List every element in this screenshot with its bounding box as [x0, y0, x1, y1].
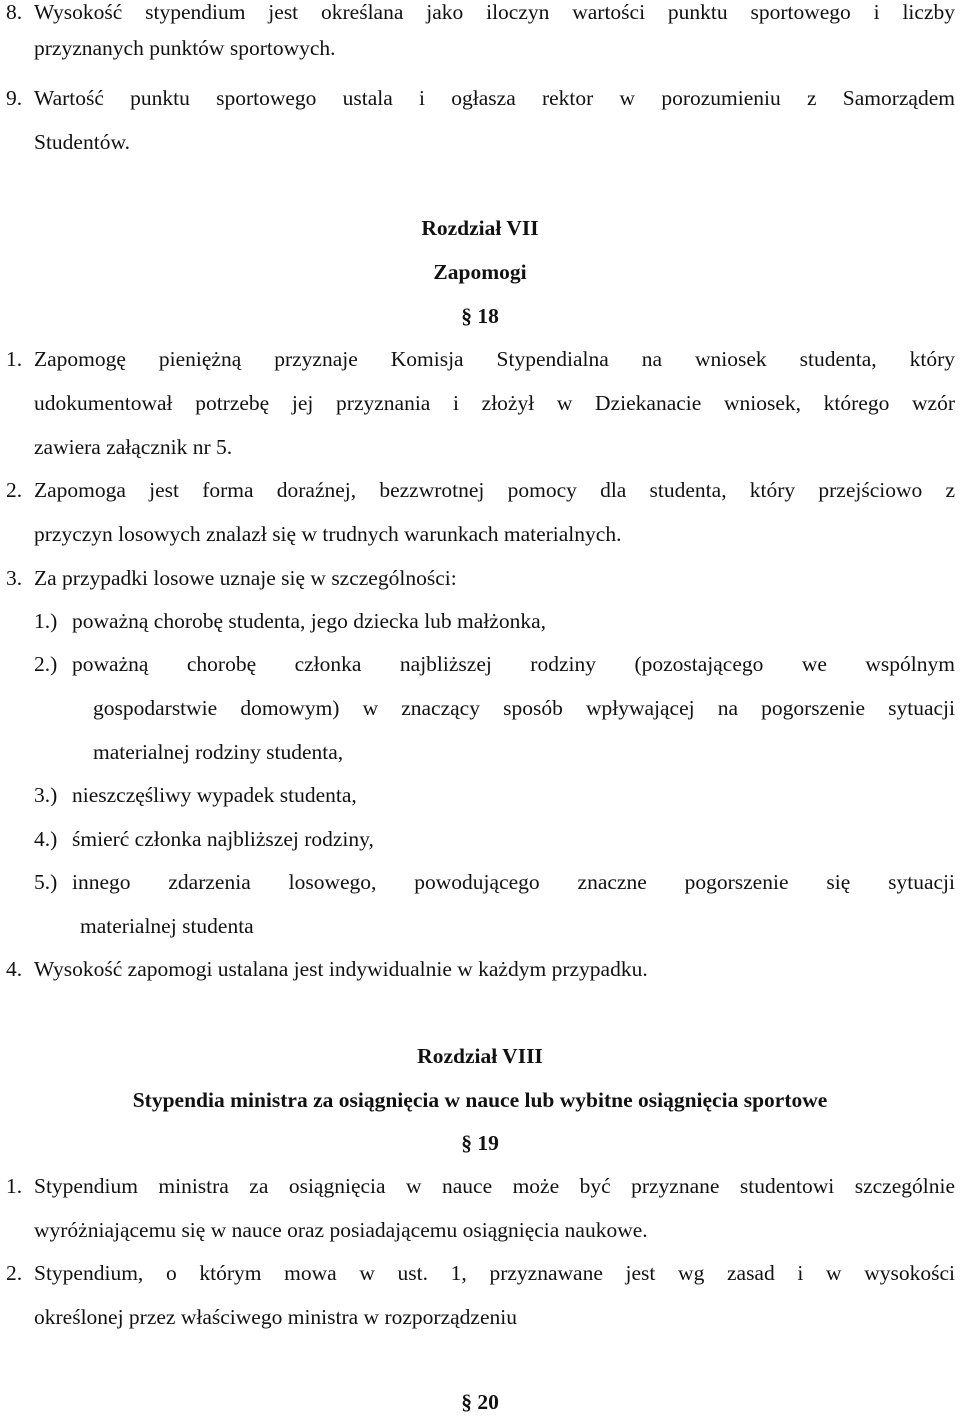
list-item-text: gospodarstwie domowym) w znaczący sposób wpływającej na pogorszenie sytuacji — [93, 696, 955, 720]
paragraph-number: 2. — [6, 1261, 23, 1285]
paragraph-text: Zapomogę pieniężną przyznaje Komisja Stypendialna na wniosek studenta, który — [34, 347, 955, 371]
chapter-heading: Rozdział VII — [421, 216, 539, 240]
section-number: § 20 — [461, 1390, 499, 1414]
list-item-text: poważną chorobę studenta, jego dziecka lub małżonka, — [72, 609, 547, 633]
list-item-number: 1.) — [34, 609, 58, 633]
paragraph-number: 8. — [6, 0, 23, 24]
paragraph-number: 1. — [6, 1174, 23, 1198]
list-item-number: 4.) — [34, 827, 58, 851]
paragraph-number: 3. — [6, 566, 23, 590]
paragraph-text: przyczyn losowych znalazł się w trudnych warunkach materialnych. — [34, 522, 622, 546]
section-number: § 19 — [461, 1131, 499, 1155]
paragraph-number: 2. — [6, 478, 23, 502]
paragraph-text: Wartość punktu sportowego ustala i ogłasza rektor w porozumieniu z Samorządem — [34, 86, 955, 110]
paragraph-text: Stypendium ministra za osiągnięcia w nauce może być przyznane studentowi szczególnie — [34, 1174, 955, 1198]
list-item-number: 5.) — [34, 870, 58, 894]
paragraph-text: przyznanych punktów sportowych. — [34, 36, 336, 60]
paragraph-text: Studentów. — [34, 130, 130, 154]
paragraph-text: udokumentował potrzebę jej przyznania i złożył w Dziekanacie wniosek, którego wzór — [34, 391, 955, 415]
list-item-text: materialnej studenta — [80, 914, 254, 938]
section-number: § 18 — [461, 304, 499, 328]
paragraph-number: 4. — [6, 957, 23, 981]
list-item-text: poważną chorobę członka najbliższej rodziny (pozostającego we wspólnym — [72, 652, 955, 676]
list-item-text: śmierć członka najbliższej rodziny, — [72, 827, 374, 851]
paragraph-text: Wysokość zapomogi ustalana jest indywidualnie w każdym przypadku. — [34, 957, 648, 981]
paragraph-text: wyróżniającemu się w nauce oraz posiadającemu osiągnięcia naukowe. — [34, 1218, 648, 1242]
paragraph-text: zawiera załącznik nr 5. — [34, 435, 233, 459]
paragraph-number: 9. — [6, 86, 23, 110]
list-item-text: innego zdarzenia losowego, powodującego znaczne pogorszenie się sytuacji — [72, 870, 955, 894]
paragraph-text: Stypendium, o którym mowa w ust. 1, przyznawane jest wg zasad i w wysokości — [34, 1261, 955, 1285]
list-item-text: materialnej rodziny studenta, — [93, 740, 344, 764]
chapter-heading: Rozdział VIII — [417, 1044, 543, 1068]
paragraph-text: Wysokość stypendium jest określana jako iloczyn wartości punktu sportowego i liczby — [34, 0, 955, 24]
paragraph-text: Za przypadki losowe uznaje się w szczególności: — [34, 566, 457, 590]
paragraph-text: określonej przez właściwego ministra w rozporządzeniu — [34, 1305, 517, 1329]
list-item-number: 3.) — [34, 783, 58, 807]
chapter-title: Zapomogi — [433, 260, 527, 284]
paragraph-text: Zapomoga jest forma doraźnej, bezzwrotnej pomocy dla studenta, który przejściowo z — [34, 478, 955, 502]
chapter-title: Stypendia ministra za osiągnięcia w nauce lub wybitne osiągnięcia sportowe — [132, 1088, 828, 1112]
list-item-number: 2.) — [34, 652, 58, 676]
list-item-text: nieszczęśliwy wypadek studenta, — [72, 783, 357, 807]
paragraph-number: 1. — [6, 347, 23, 371]
